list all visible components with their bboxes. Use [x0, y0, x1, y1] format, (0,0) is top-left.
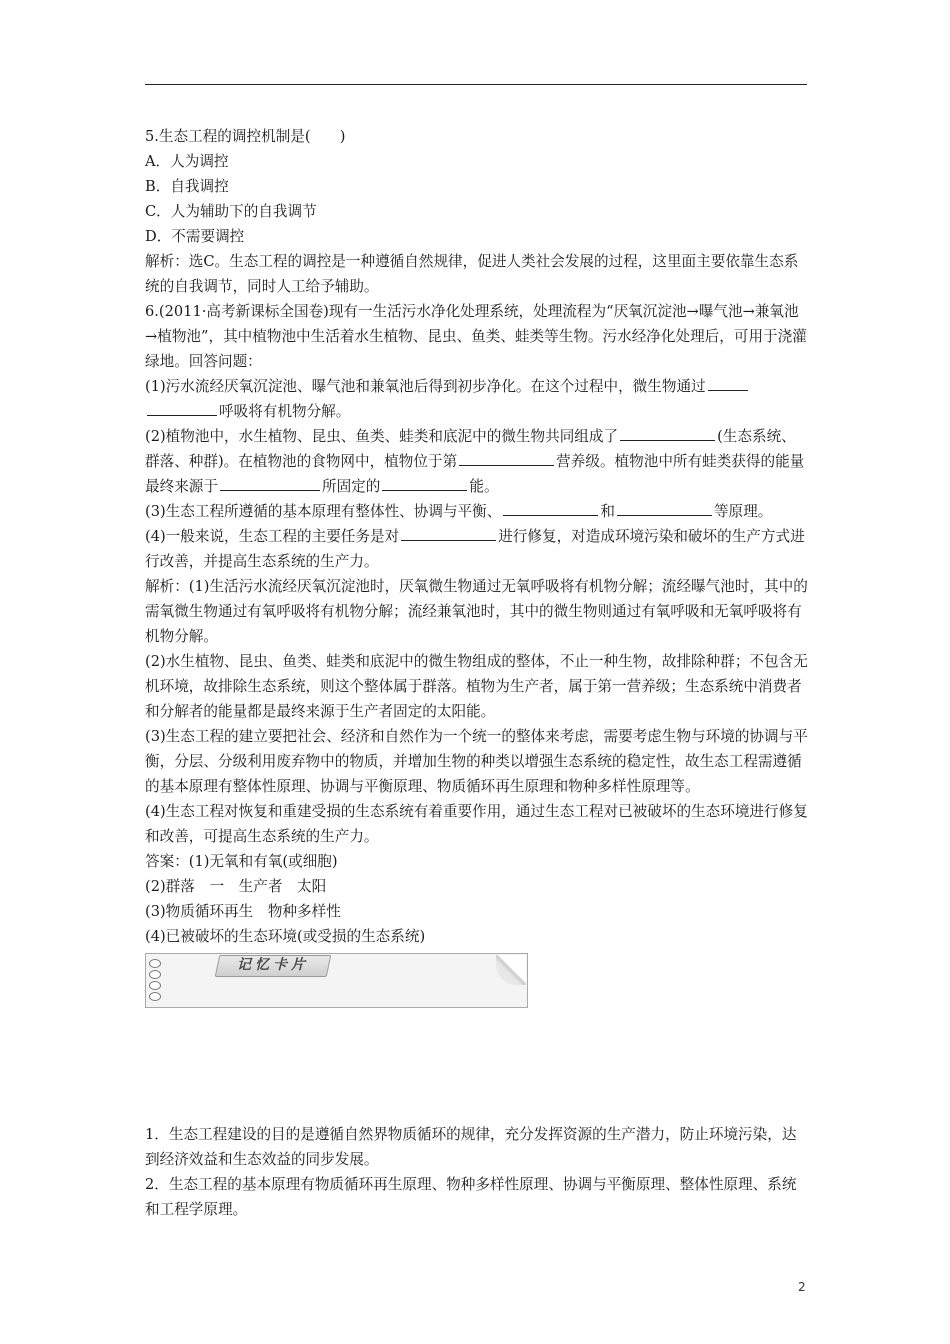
q6-part1: (1)污水流经厌氧沉淀池、曝气池和兼氧池后得到初步净化。在这个过程中，微生物通过 呼吸将有机物分解。 — [145, 374, 810, 424]
q6-analysis-3: (3)生态工程的建立要把社会、经济和自然作为一个统一的整体来考虑，需要考虑生物与环境的协调与平衡，分层、分级利用废弃物中的物质，并增加生物的种类以增强生态系统的稳定性，故生态工程需遵循的基本原理有整体性原理、协调与平衡原理、物质循环再生原理和物种多样性原理等。 — [145, 728, 808, 795]
q5-option-a: A．人为调控 — [145, 153, 229, 170]
answer-blank[interactable] — [382, 474, 467, 491]
question-content — [145, 124, 810, 1008]
q5-option-b: B．自我调控 — [145, 178, 229, 195]
answer-blank[interactable] — [503, 499, 598, 516]
q5-analysis: 解析：选C。生态工程的调控是一种遵循自然规律，促进人类社会发展的过程，这里面主要依靠生态系统的自我调节，同时人工给予辅助。 — [145, 253, 799, 295]
header-rule — [145, 84, 807, 85]
notebook-rings-icon — [149, 959, 165, 1003]
q6-answer-2: (2)群落 一 生产者 太阳 — [145, 878, 327, 895]
answer-blank[interactable] — [620, 424, 715, 441]
memory-card-box — [145, 953, 528, 1008]
memory-note-2: 2．生态工程的基本原理有物质循环再生原理、物种多样性原理、协调与平衡原理、整体性原理、系统和工程学原理。 — [145, 1176, 797, 1218]
q6-analysis-2: (2)水生植物、昆虫、鱼类、蛙类和底泥中的微生物组成的整体，不止一种生物，故排除种群；不包含无机环境，故排除生态系统，则这个整体属于群落。植物为生产者，属于第一营养级；生态系统中消费者和分解者的能量都是最终来源于生产者固定的太阳能。 — [145, 653, 808, 720]
q5-stem: 5.生态工程的调控机制是( ) — [145, 128, 346, 145]
q6-part4: (4)一般来说，生态工程的主要任务是对 进行修复，对造成环境污染和破坏的生产方式进行改善，并提高生态系统的生产力。 — [145, 524, 810, 574]
answer-blank[interactable] — [220, 474, 320, 491]
q5-option-d: D．不需要调控 — [145, 228, 245, 245]
answer-blank[interactable] — [708, 374, 748, 391]
q5-option-c: C．人为辅助下的自我调节 — [145, 203, 317, 220]
answer-blank[interactable] — [147, 399, 217, 416]
answer-blank[interactable] — [401, 524, 496, 541]
q6-stem: 6.(2011·高考新课标全国卷)现有一生活污水净化处理系统，处理流程为“厌氧沉淀池→曝气池→兼氧池→植物池”，其中植物池中生活着水生植物、昆虫、鱼类、蛙类等生物。污水经净化处理后，可用于浇灌绿地。回答问题： — [145, 303, 807, 370]
q6-answer-1: 答案：(1)无氧和有氧(或细胞) — [145, 853, 338, 870]
q6-answer-4: (4)已被破坏的生态环境(或受损的生态系统) — [145, 928, 426, 945]
answer-blank[interactable] — [617, 499, 712, 516]
memory-card-banner — [145, 953, 528, 1008]
answer-blank[interactable] — [459, 449, 554, 466]
memory-note-1: 1．生态工程建设的目的是遵循自然界物质循环的规律，充分发挥资源的生产潜力，防止环境污染，达到经济效益和生态效益的同步发展。 — [145, 1126, 797, 1168]
q6-analysis-1: 解析：(1)生活污水流经厌氧沉淀池时，厌氧微生物通过无氧呼吸将有机物分解；流经曝气池时，其中的需氧微生物通过有氧呼吸将有机物分解；流经兼氧池时，其中的微生物则通过有氧呼吸和无氧呼吸将有机物分解。 — [145, 578, 808, 645]
q6-part2: (2)植物池中，水生植物、昆虫、鱼类、蛙类和底泥中的微生物共同组成了 (生态系统、群落、种群)。在植物池的食物网中，植物位于第 营养级。植物池中所有蛙类获得的能量最终来源于 所固定的 能。 — [145, 424, 810, 499]
page-number: 2 — [798, 1280, 806, 1294]
q6-part3: (3)生态工程所遵循的基本原理有整体性、协调与平衡、 和 等原理。 — [145, 499, 810, 524]
q6-analysis-4: (4)生态工程对恢复和重建受损的生态系统有着重要作用，通过生态工程对已被破坏的生态环境进行修复和改善，可提高生态系统的生产力。 — [145, 803, 808, 845]
q6-answer-3: (3)物质循环再生 物种多样性 — [145, 903, 341, 920]
memory-card-title: 记忆卡片 — [237, 957, 309, 973]
memory-notes — [145, 1122, 810, 1222]
